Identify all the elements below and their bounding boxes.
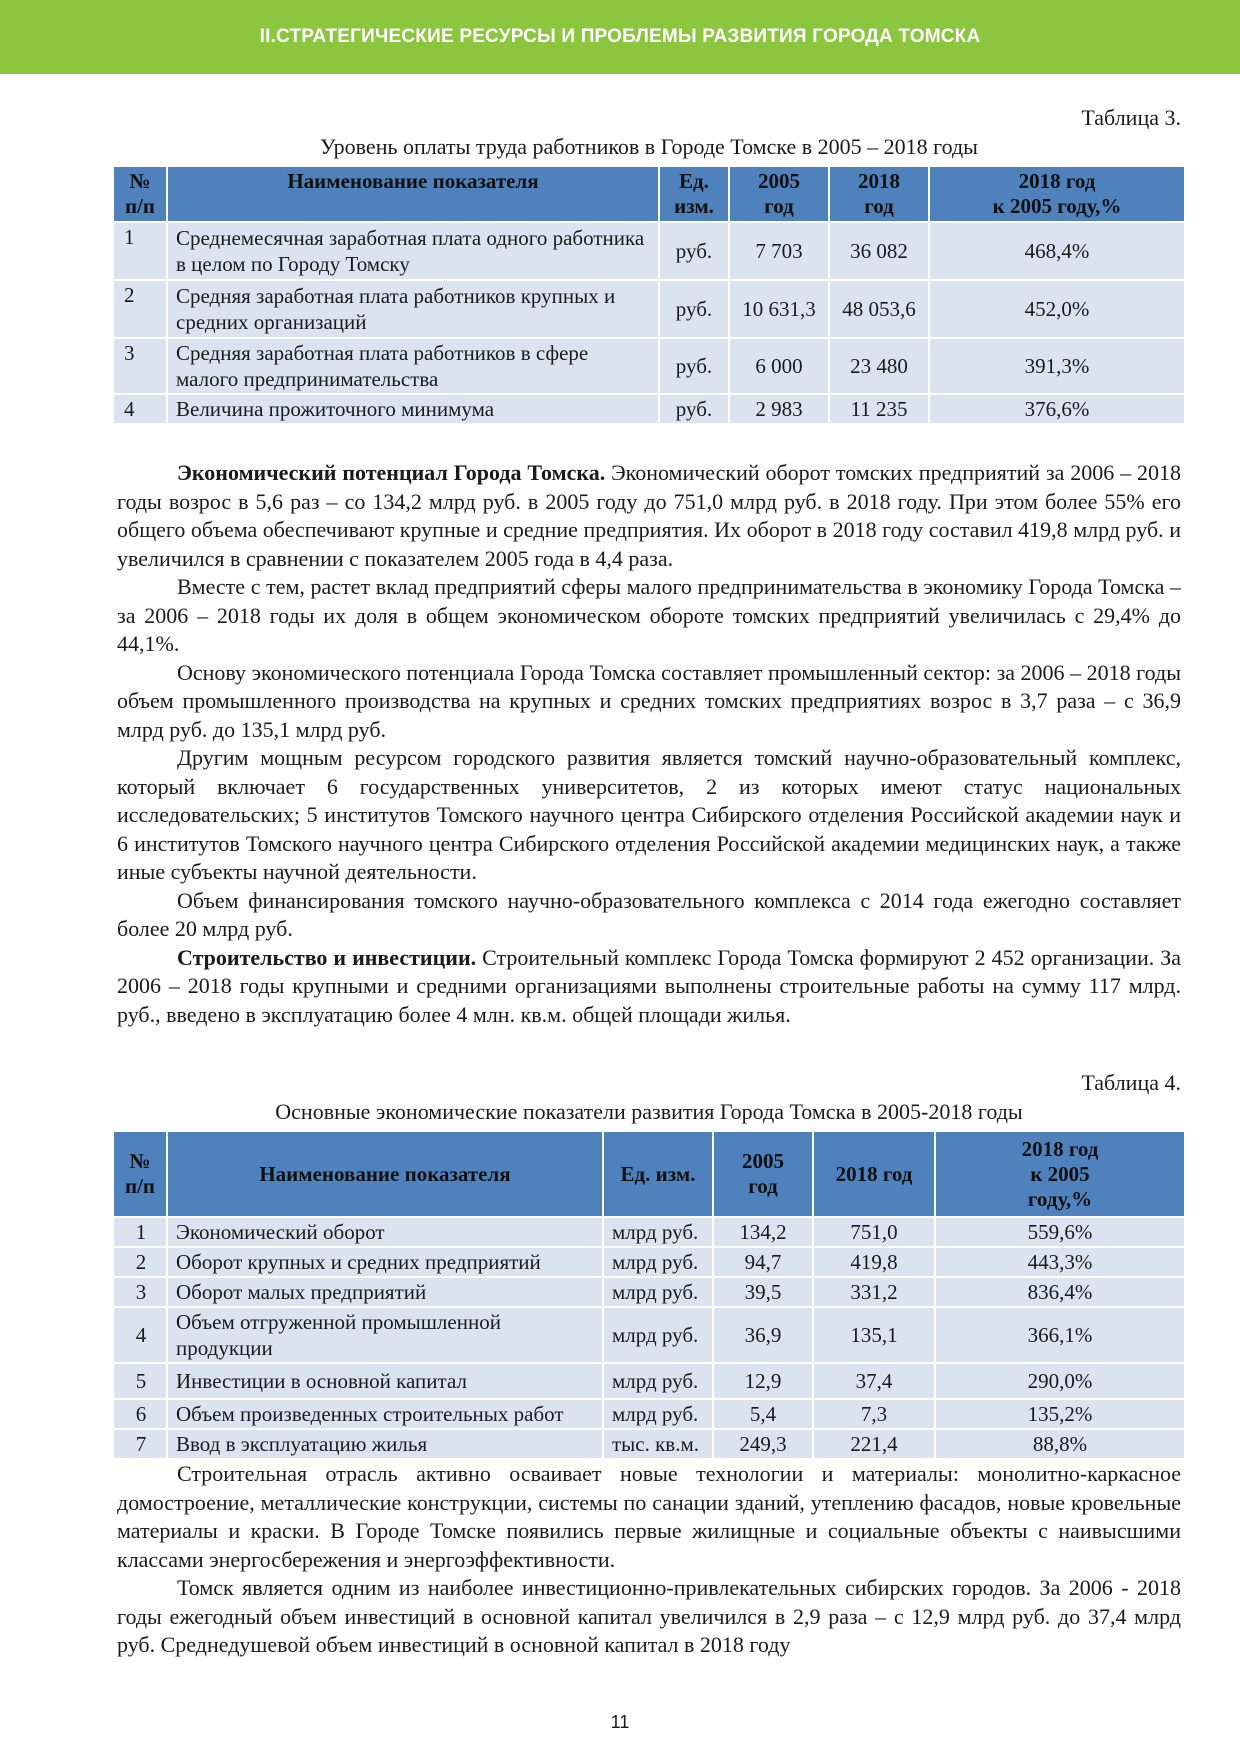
table-row <box>114 339 1184 393</box>
table4-label: Таблица 4. <box>1081 1070 1181 1095</box>
row-2018: 751,0 <box>814 1218 934 1246</box>
paragraph-construction: Строительство и инвестиции. Строительный комплекс Города Томска формируют 2 452 организации. За 2006 – 2018 годы крупными и средними организациями выполнены строительные работы на сумму 117 млрд. руб., введено в эксплуатацию более 4 млн. кв.м. общей площади жилья. <box>117 944 1181 1027</box>
row-unit: млрд руб. <box>604 1308 712 1362</box>
table-row <box>114 1364 1184 1398</box>
row-name: Величина прожиточного минимума <box>168 395 658 423</box>
row-2005: 36,9 <box>714 1308 812 1362</box>
row-no: 2 <box>114 281 166 337</box>
row-no: 4 <box>114 395 166 423</box>
row-name: Инвестиции в основной капитал <box>168 1364 602 1398</box>
row-no: 1 <box>114 223 166 279</box>
col-header-2005: 2005 год <box>730 167 828 221</box>
row-ratio: 443,3% <box>936 1248 1184 1276</box>
row-ratio: 290,0% <box>936 1364 1184 1398</box>
row-ratio: 135,2% <box>936 1400 1184 1428</box>
row-name: Оборот малых предприятий <box>168 1278 602 1306</box>
row-2005: 249,3 <box>714 1430 812 1458</box>
row-ratio: 468,4% <box>930 223 1184 279</box>
table-row <box>114 1308 1184 1362</box>
row-2018: 135,1 <box>814 1308 934 1362</box>
row-ratio: 559,6% <box>936 1218 1184 1246</box>
row-no: 3 <box>114 1278 166 1306</box>
table-row <box>114 1400 1184 1428</box>
row-2018: 7,3 <box>814 1400 934 1428</box>
spacer <box>117 1029 1181 1069</box>
row-no: 6 <box>114 1400 166 1428</box>
table3-label: Таблица 3. <box>1081 105 1181 130</box>
row-2018: 419,8 <box>814 1248 934 1276</box>
row-no: 2 <box>114 1248 166 1276</box>
row-2005: 5,4 <box>714 1400 812 1428</box>
row-unit: тыс. кв.м. <box>604 1430 712 1458</box>
row-2018: 221,4 <box>814 1430 934 1458</box>
row-unit: млрд руб. <box>604 1400 712 1428</box>
table-row <box>114 1278 1184 1306</box>
paragraph: Основу экономического потенциала Города Томска составляет промышленный сектор: за 2006 – 2018 годы объем промышленного производства на крупных и средних томских предприятиях возрос в 3,7 раза – с 36,9 млрд руб. до 135,1 млрд руб. <box>117 659 1181 742</box>
col-header-no: № п/п <box>114 1132 166 1216</box>
paragraph: Объем финансирования томского научно-образовательного комплекса с 2014 года ежегодно составляет более 20 млрд руб. <box>117 887 1181 941</box>
row-no: 4 <box>114 1308 166 1362</box>
col-header-unit: Ед. изм. <box>660 167 728 221</box>
row-name: Средняя заработная плата работников крупных и средних организаций <box>168 281 658 337</box>
page-number: 11 <box>610 1712 630 1732</box>
row-unit: млрд руб. <box>604 1248 712 1276</box>
paragraph: Томск является одним из наиболее инвестиционно-привлекательных сибирских городов. За 2006 - 2018 годы ежегодный объем инвестиций в основной капитал увеличился в 2,9 раза – с 12,9 млрд руб. до 37,4 млрд руб. Среднедушевой объем инвестиций в основной капитал в 2018 году <box>117 1575 1181 1657</box>
row-ratio: 836,4% <box>936 1278 1184 1306</box>
col-header-2018: 2018 год <box>830 167 928 221</box>
row-2005: 12,9 <box>714 1364 812 1398</box>
row-no: 1 <box>114 1218 166 1246</box>
row-2005: 10 631,3 <box>730 281 828 337</box>
row-name: Экономический оборот <box>168 1218 602 1246</box>
table-row <box>114 1218 1184 1246</box>
table-row <box>114 281 1184 337</box>
row-2018: 23 480 <box>830 339 928 393</box>
table-row <box>114 1248 1184 1276</box>
col-header-2018: 2018 год <box>814 1132 934 1216</box>
row-unit: млрд руб. <box>604 1218 712 1246</box>
col-header-name: Наименование показателя <box>168 167 658 221</box>
table4 <box>112 1130 1186 1460</box>
paragraph-heading: Экономический потенциал Города Томска. <box>177 460 606 485</box>
row-unit: руб. <box>660 281 728 337</box>
paragraph: Строительная отрасль активно осваивает новые технологии и материалы: монолитно-каркасное домостроение, металлические конструкции, системы по санации зданий, утеплению фасадов, новые кровельные материалы и краски. В Городе Томске появились первые жилищные и социальные объекты с наивысшими классами энергосбережения и энергоэффективности. <box>117 1461 1181 1572</box>
row-no: 5 <box>114 1364 166 1398</box>
paragraph-economic-potential: Экономический потенциал Города Томска. Экономический оборот томских предприятий за 2006 – 2018 годы возрос в 5,6 раз – со 134,2 млрд руб. в 2005 году до 751,0 млрд руб. в 2018 году. При этом более 55% его общего объема обеспечивают крупные и средние предприятия. Их оборот в 2018 году составил 419,8 млрд руб. и увеличился в сравнении с показателем 2005 года в 4,4 раза. <box>117 460 1181 571</box>
row-ratio: 376,6% <box>930 395 1184 423</box>
row-unit: руб. <box>660 339 728 393</box>
col-header-2005: 2005 год <box>714 1132 812 1216</box>
table-row <box>114 223 1184 279</box>
row-ratio: 88,8% <box>936 1430 1184 1458</box>
col-header-unit: Ед. изм. <box>604 1132 712 1216</box>
table4-header-row <box>114 1132 1184 1216</box>
col-header-ratio: 2018 год к 2005 году,% <box>936 1132 1184 1216</box>
table3-title: Уровень оплаты труда работников в Городе Томске в 2005 – 2018 годы <box>320 133 978 159</box>
table-row <box>114 1430 1184 1458</box>
col-header-no: № п/п <box>114 167 166 221</box>
table-row <box>114 395 1184 423</box>
row-no: 3 <box>114 339 166 393</box>
row-2005: 134,2 <box>714 1218 812 1246</box>
page-content <box>117 104 1181 1660</box>
table4-title: Основные экономические показатели развития Города Томска в 2005-2018 годы <box>275 1098 1023 1124</box>
row-name: Ввод в эксплуатацию жилья <box>168 1430 602 1458</box>
row-unit: млрд руб. <box>604 1278 712 1306</box>
row-no: 7 <box>114 1430 166 1458</box>
row-2018: 331,2 <box>814 1278 934 1306</box>
paragraph-heading: Строительство и инвестиции. <box>177 944 477 970</box>
row-2005: 39,5 <box>714 1278 812 1306</box>
row-unit: млрд руб. <box>604 1364 712 1398</box>
col-header-name: Наименование показателя <box>168 1132 602 1216</box>
table3-header-row <box>114 167 1184 221</box>
spacer <box>117 425 1181 459</box>
row-name: Объем отгруженной промышленной продукции <box>168 1308 602 1362</box>
row-2005: 2 983 <box>730 395 828 423</box>
table3 <box>112 165 1186 425</box>
row-ratio: 452,0% <box>930 281 1184 337</box>
row-ratio: 391,3% <box>930 339 1184 393</box>
row-unit: руб. <box>660 395 728 423</box>
paragraph: Другим мощным ресурсом городского развития является томский научно-образовательный комплекс, который включает 6 государственных университетов, 2 из которых имеют статус национальных исследовательских; 5 институтов Томского научного центра Сибирского отделения Российской академии наук и 6 институтов Томского научного центра Сибирского отделения Российской академии медицинских наук, а также иные субъекты научной деятельности. <box>117 745 1181 884</box>
row-name: Оборот крупных и средних предприятий <box>168 1248 602 1276</box>
section-banner: II.СТРАТЕГИЧЕСКИЕ РЕСУРСЫ И ПРОБЛЕМЫ РАЗВИТИЯ ГОРОДА ТОМСКА <box>0 0 1240 74</box>
row-unit: руб. <box>660 223 728 279</box>
row-2018: 11 235 <box>830 395 928 423</box>
row-2018: 48 053,6 <box>830 281 928 337</box>
col-header-ratio: 2018 год к 2005 году,% <box>930 167 1184 221</box>
row-ratio: 366,1% <box>936 1308 1184 1362</box>
row-name: Средняя заработная плата работников в сфере малого предпринимательства <box>168 339 658 393</box>
row-2005: 6 000 <box>730 339 828 393</box>
row-2018: 36 082 <box>830 223 928 279</box>
row-2018: 37,4 <box>814 1364 934 1398</box>
row-name: Объем произведенных строительных работ <box>168 1400 602 1428</box>
paragraph: Вместе с тем, растет вклад предприятий сферы малого предпринимательства в экономику Города Томска – за 2006 – 2018 годы их доля в общем экономическом обороте томских предприятий увеличилась с 29,4% до 44,1%. <box>117 574 1181 656</box>
row-name: Среднемесячная заработная плата одного работника в целом по Городу Томску <box>168 223 658 279</box>
row-2005: 7 703 <box>730 223 828 279</box>
row-2005: 94,7 <box>714 1248 812 1276</box>
